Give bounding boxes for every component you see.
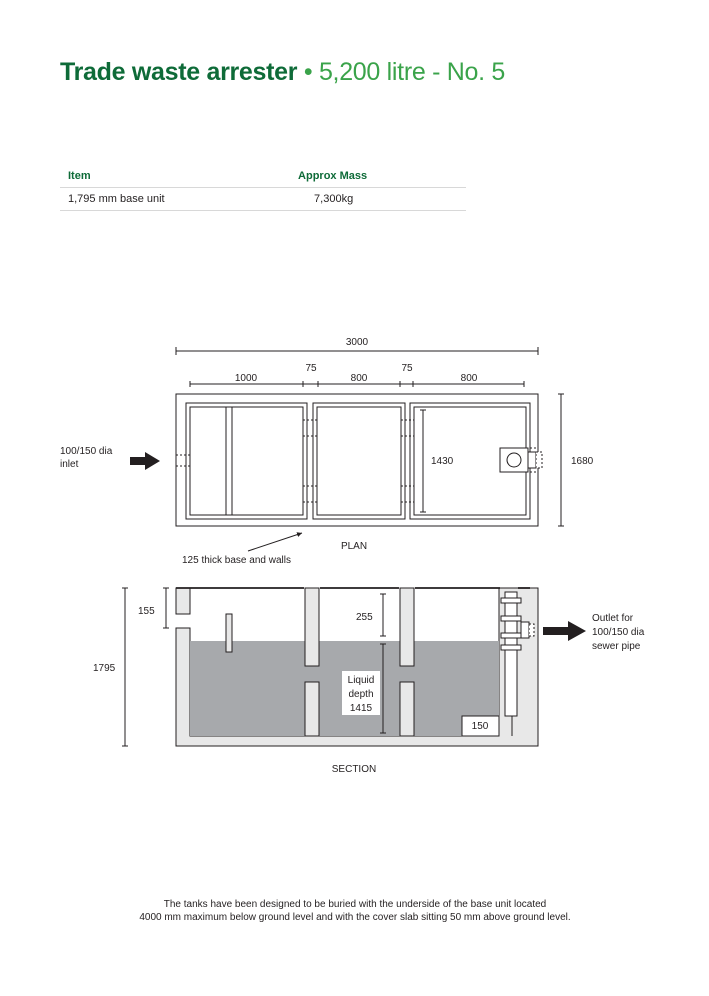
outlet-label-line1: Outlet for — [592, 613, 634, 624]
plan-outlet-fitting — [500, 448, 542, 472]
spec-cell-mass: 7,300kg — [278, 188, 466, 211]
section-overall-height: 1795 — [93, 663, 116, 674]
section-inlet-wall-top — [176, 588, 190, 614]
section-wall-1 — [305, 588, 319, 736]
footnote-line1: The tanks have been designed to be buried with the underside of the base unit located — [163, 899, 547, 910]
inlet-label-line2: inlet — [60, 459, 79, 470]
wall-note-leader — [248, 533, 302, 551]
liquid-depth-line2: depth — [348, 689, 374, 700]
plan-overall-length: 3000 — [345, 337, 369, 348]
section-freeboard: 255 — [356, 612, 373, 623]
liquid-depth-value: 1415 — [349, 703, 373, 714]
spec-header-item: Item — [60, 167, 278, 188]
section-bottom-clear: 150 — [471, 721, 489, 732]
plan-outer-wall — [176, 394, 538, 526]
plan-dim-overall — [176, 347, 538, 355]
title-sub: 5,200 litre - No. 5 — [318, 58, 506, 86]
section-wall-2 — [400, 588, 414, 736]
plan-overall-width: 1680 — [571, 456, 594, 467]
plan-compartment-2-length: 800 — [350, 373, 368, 384]
section-baffle — [226, 614, 232, 652]
wall-note: 125 thick base and walls — [182, 555, 291, 566]
plan-wall-2-thickness: 75 — [401, 363, 413, 374]
outlet-arrow-icon — [543, 621, 586, 641]
plan-compartment-3-length: 800 — [460, 373, 478, 384]
spec-cell-item: 1,795 mm base unit — [60, 188, 278, 211]
footnote — [40, 898, 670, 924]
inlet-arrow-icon — [130, 452, 160, 470]
spec-header-mass: Approx Mass — [278, 167, 466, 188]
plan-view-label: PLAN — [340, 541, 368, 552]
title-separator: • — [297, 58, 319, 86]
outlet-label-line3: sewer pipe — [592, 641, 641, 652]
plan-compartment-1-length: 1000 — [234, 373, 258, 384]
section-top-height: 155 — [138, 606, 155, 617]
outlet-label-line2: 100/150 dia — [592, 627, 645, 638]
title-main: Trade waste arrester — [60, 58, 298, 86]
plan-wall-1-thickness: 75 — [305, 363, 317, 374]
plan-inner-width: 1430 — [431, 456, 454, 467]
section-view-label: SECTION — [331, 764, 377, 775]
footnote-line2: 4000 mm maximum below ground level and with the cover slab sitting 50 mm above ground level. — [139, 912, 571, 923]
liquid-depth-line1: Liquid — [347, 675, 375, 686]
inlet-label-line1: 100/150 dia — [60, 446, 113, 457]
